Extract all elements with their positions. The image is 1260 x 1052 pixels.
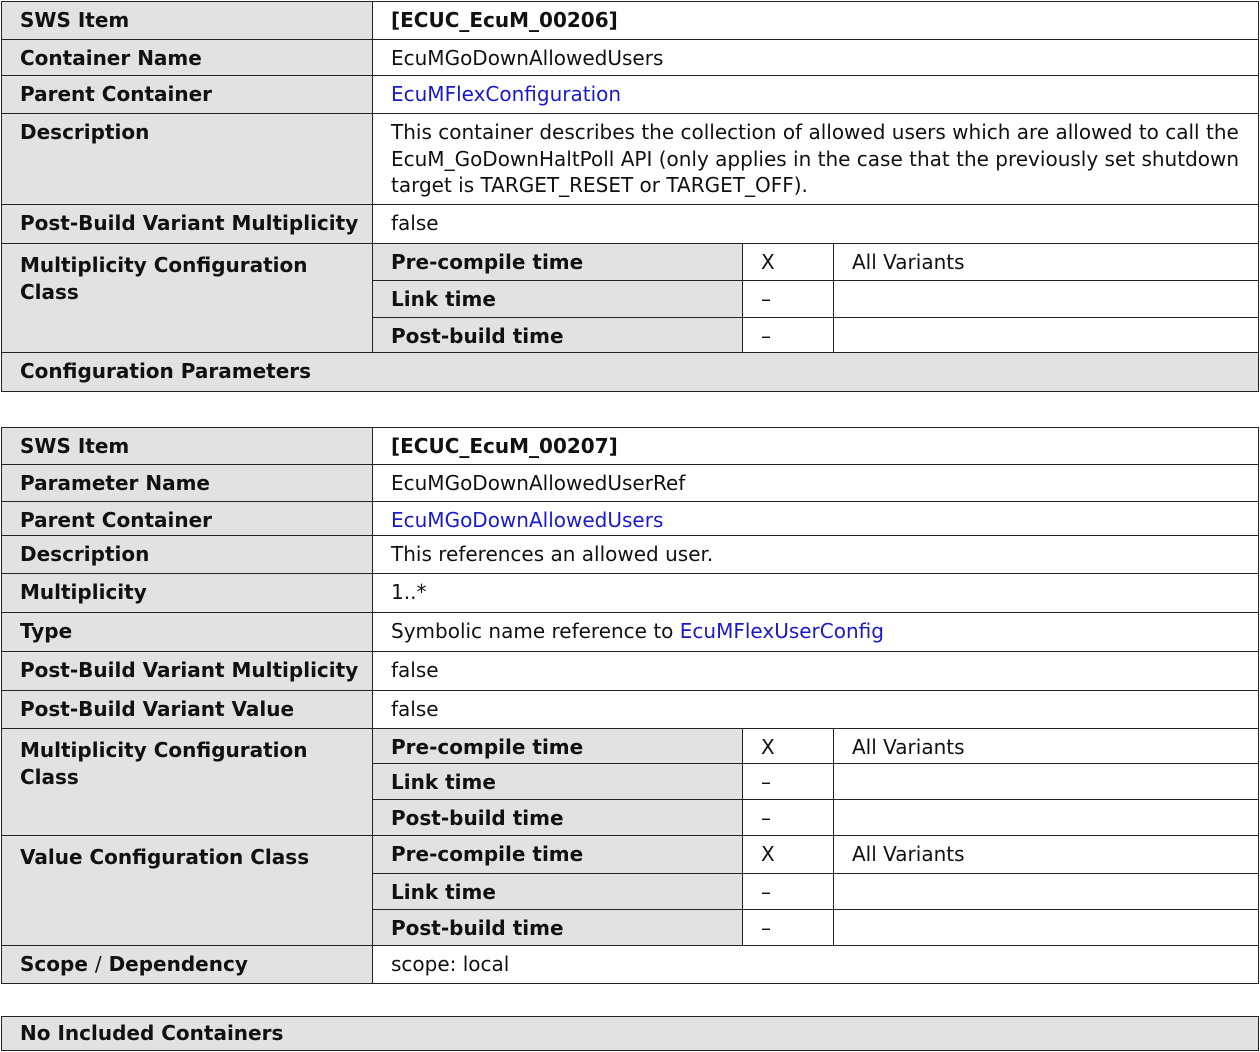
config-params-label: Configuration Parameters <box>2 353 1259 392</box>
pbv-multiplicity-label: Post-Build Variant Multiplicity <box>2 205 373 244</box>
container-name-label: Container Name <box>2 40 373 76</box>
phase-mark: – <box>743 318 834 353</box>
parent-container-cell <box>373 502 1259 536</box>
phase-label: Post-build time <box>373 800 743 836</box>
phase-mark: X <box>743 244 834 281</box>
multiplicity-label: Multiplicity <box>2 574 373 613</box>
included-containers-table <box>1 1016 1259 1051</box>
type-cell <box>373 613 1259 652</box>
phase-variants <box>834 764 1259 800</box>
parent-container-link[interactable]: EcuMFlexConfiguration <box>391 82 622 106</box>
phase-label: Link time <box>373 874 743 910</box>
type-prefix: Symbolic name reference to <box>391 619 674 643</box>
pbv-value-label: Post-Build Variant Value <box>2 691 373 729</box>
description-value: This references an allowed user. <box>373 536 1259 574</box>
phase-variants: All Variants <box>834 836 1259 874</box>
type-link[interactable]: EcuMFlexUserConfig <box>679 619 884 643</box>
parent-container-label: Parent Container <box>2 76 373 114</box>
parent-container-cell <box>373 76 1259 114</box>
phase-label: Pre-compile time <box>373 244 743 281</box>
pbv-value-value: false <box>373 691 1259 729</box>
type-label: Type <box>2 613 373 652</box>
phase-label: Pre-compile time <box>373 836 743 874</box>
scope-value: scope: local <box>373 946 1259 984</box>
container-table <box>1 1 1259 392</box>
description-label: Description <box>2 536 373 574</box>
phase-mark: X <box>743 729 834 764</box>
phase-mark: – <box>743 281 834 318</box>
sws-item-value: [ECUC_EcuM_00206] <box>373 2 1259 40</box>
parent-container-label: Parent Container <box>2 502 373 536</box>
phase-mark: – <box>743 800 834 836</box>
description-value: This container describes the collection of allowed users which are allowed to call the EcuM_GoDownHaltPoll API (only applies in the case that the previously set shutdown target is TARGET_RESET or TARGET_OFF). <box>373 114 1259 205</box>
sws-item-label: SWS Item <box>2 2 373 40</box>
phase-variants <box>834 800 1259 836</box>
multiplicity-config-label: Multiplicity Configuration Class <box>2 729 373 836</box>
sws-item-label: SWS Item <box>2 428 373 465</box>
sws-item-value: [ECUC_EcuM_00207] <box>373 428 1259 465</box>
phase-label: Post-build time <box>373 910 743 946</box>
multiplicity-config-label: Multiplicity Configuration Class <box>2 244 373 353</box>
pbv-multiplicity-value: false <box>373 205 1259 244</box>
phase-variants <box>834 874 1259 910</box>
phase-label: Post-build time <box>373 318 743 353</box>
parameter-name-label: Parameter Name <box>2 465 373 502</box>
multiplicity-value: 1..* <box>373 574 1259 613</box>
value-config-label: Value Configuration Class <box>2 836 373 946</box>
phase-mark: – <box>743 910 834 946</box>
phase-variants <box>834 318 1259 353</box>
pbv-multiplicity-value: false <box>373 652 1259 691</box>
phase-variants <box>834 910 1259 946</box>
no-included-containers-label: No Included Containers <box>2 1017 1259 1051</box>
phase-mark: – <box>743 874 834 910</box>
pbv-multiplicity-label: Post-Build Variant Multiplicity <box>2 652 373 691</box>
description-label: Description <box>2 114 373 205</box>
scope-separator: / <box>94 952 102 976</box>
phase-label: Pre-compile time <box>373 729 743 764</box>
container-name-value: EcuMGoDownAllowedUsers <box>373 40 1259 76</box>
dependency-word: Dependency <box>108 952 248 976</box>
scope-dependency-label <box>2 946 373 984</box>
phase-label: Link time <box>373 764 743 800</box>
parameter-table <box>1 427 1259 984</box>
phase-variants: All Variants <box>834 729 1259 764</box>
phase-label: Link time <box>373 281 743 318</box>
phase-variants: All Variants <box>834 244 1259 281</box>
scope-word: Scope <box>20 952 88 976</box>
phase-mark: X <box>743 836 834 874</box>
phase-mark: – <box>743 764 834 800</box>
parameter-name-value: EcuMGoDownAllowedUserRef <box>373 465 1259 502</box>
phase-variants <box>834 281 1259 318</box>
parent-container-link[interactable]: EcuMGoDownAllowedUsers <box>391 508 664 532</box>
